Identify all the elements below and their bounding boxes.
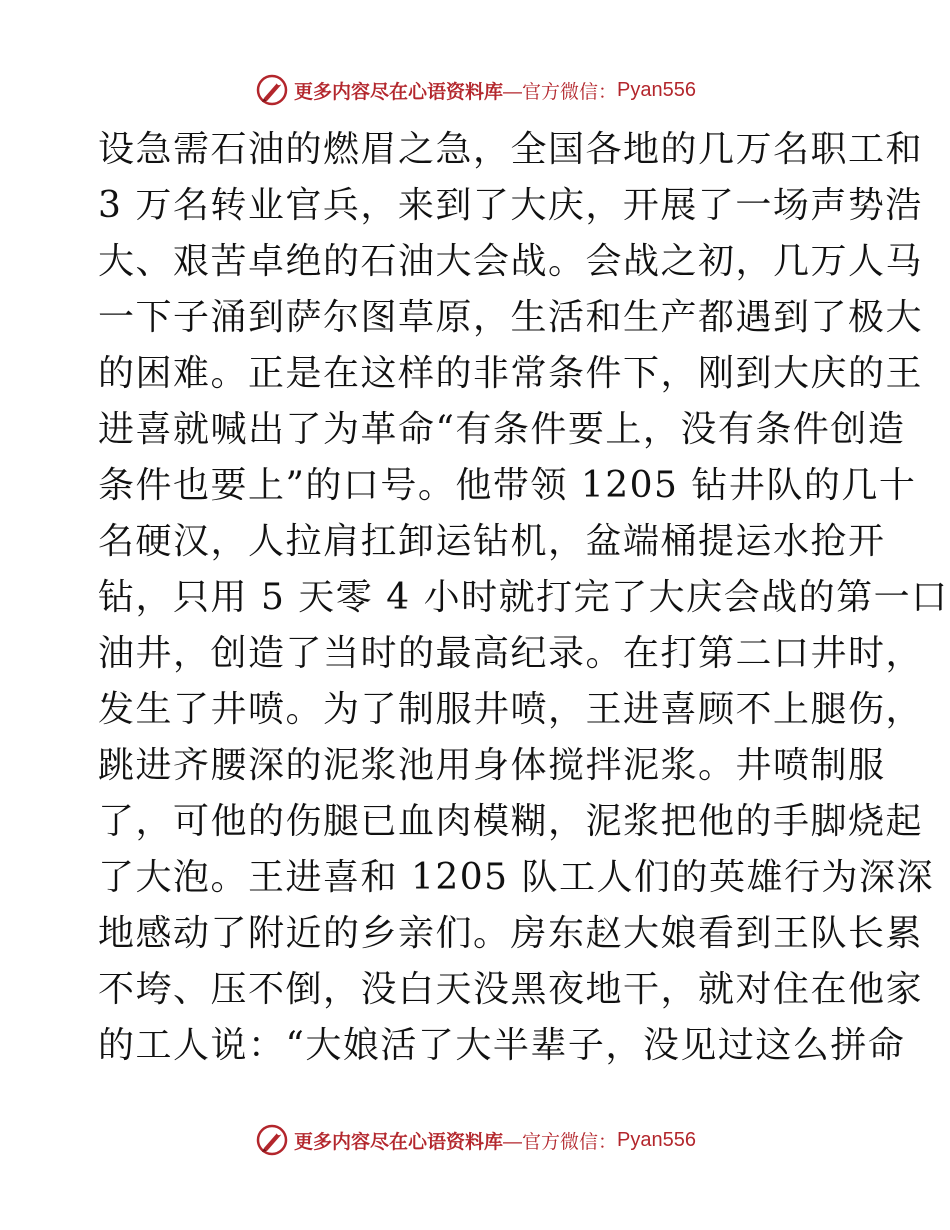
document-body (98, 122, 949, 1074)
text-line: 油井，创造了当时的最高纪录。在打第二口井时， (98, 633, 924, 674)
text-line: 钻，只用 5 天零 4 小时就打完了大庆会战的第一口 (98, 577, 949, 618)
text-line: 进喜就喊出了为革命“有条件要上，没有条件创造 (98, 409, 906, 450)
wechat-id: Pyan556 (617, 1128, 696, 1151)
banner-separator: —官方微信： (503, 81, 618, 103)
pen-logo-icon (254, 1122, 290, 1158)
footer-banner (0, 1120, 950, 1160)
text-line: 的工人说：“大娘活了大半辈子，没见过这么拼命 (98, 1025, 906, 1066)
header-banner (0, 70, 950, 110)
text-line: 跳进齐腰深的泥浆池用身体搅拌泥浆。井喷制服 (98, 745, 886, 786)
pen-logo-icon (254, 72, 290, 108)
text-line: 地感动了附近的乡亲们。房东赵大娘看到王队长累 (98, 913, 924, 954)
text-line: 大、艰苦卓绝的石油大会战。会战之初，几万人马 (98, 241, 924, 282)
text-line: 名硬汉，人拉肩扛卸运钻机，盆端桶提运水抢开 (98, 521, 886, 562)
banner-text: 更多内容尽在心语资料库 (294, 81, 504, 103)
banner-separator: —官方微信： (503, 1131, 618, 1153)
wechat-id: Pyan556 (617, 78, 696, 101)
text-line: 的困难。正是在这样的非常条件下，刚到大庆的王 (98, 353, 924, 394)
text-line: 了大泡。王进喜和 1205 队工人们的英雄行为深深 (98, 857, 935, 898)
text-line: 条件也要上”的口号。他带领 1205 钻井队的几十 (98, 465, 917, 506)
text-line: 3 万名转业官兵，来到了大庆，开展了一场声势浩 (98, 185, 923, 226)
banner-text: 更多内容尽在心语资料库 (294, 1131, 504, 1153)
text-line: 一下子涌到萨尔图草原，生活和生产都遇到了极大 (98, 297, 924, 338)
text-line: 发生了井喷。为了制服井喷，王进喜顾不上腿伤， (98, 689, 924, 730)
text-line: 了，可他的伤腿已血肉模糊，泥浆把他的手脚烧起 (98, 801, 924, 842)
text-line: 不垮、压不倒，没白天没黑夜地干，就对住在他家 (98, 969, 924, 1010)
text-line: 设急需石油的燃眉之急，全国各地的几万名职工和 (98, 129, 924, 170)
